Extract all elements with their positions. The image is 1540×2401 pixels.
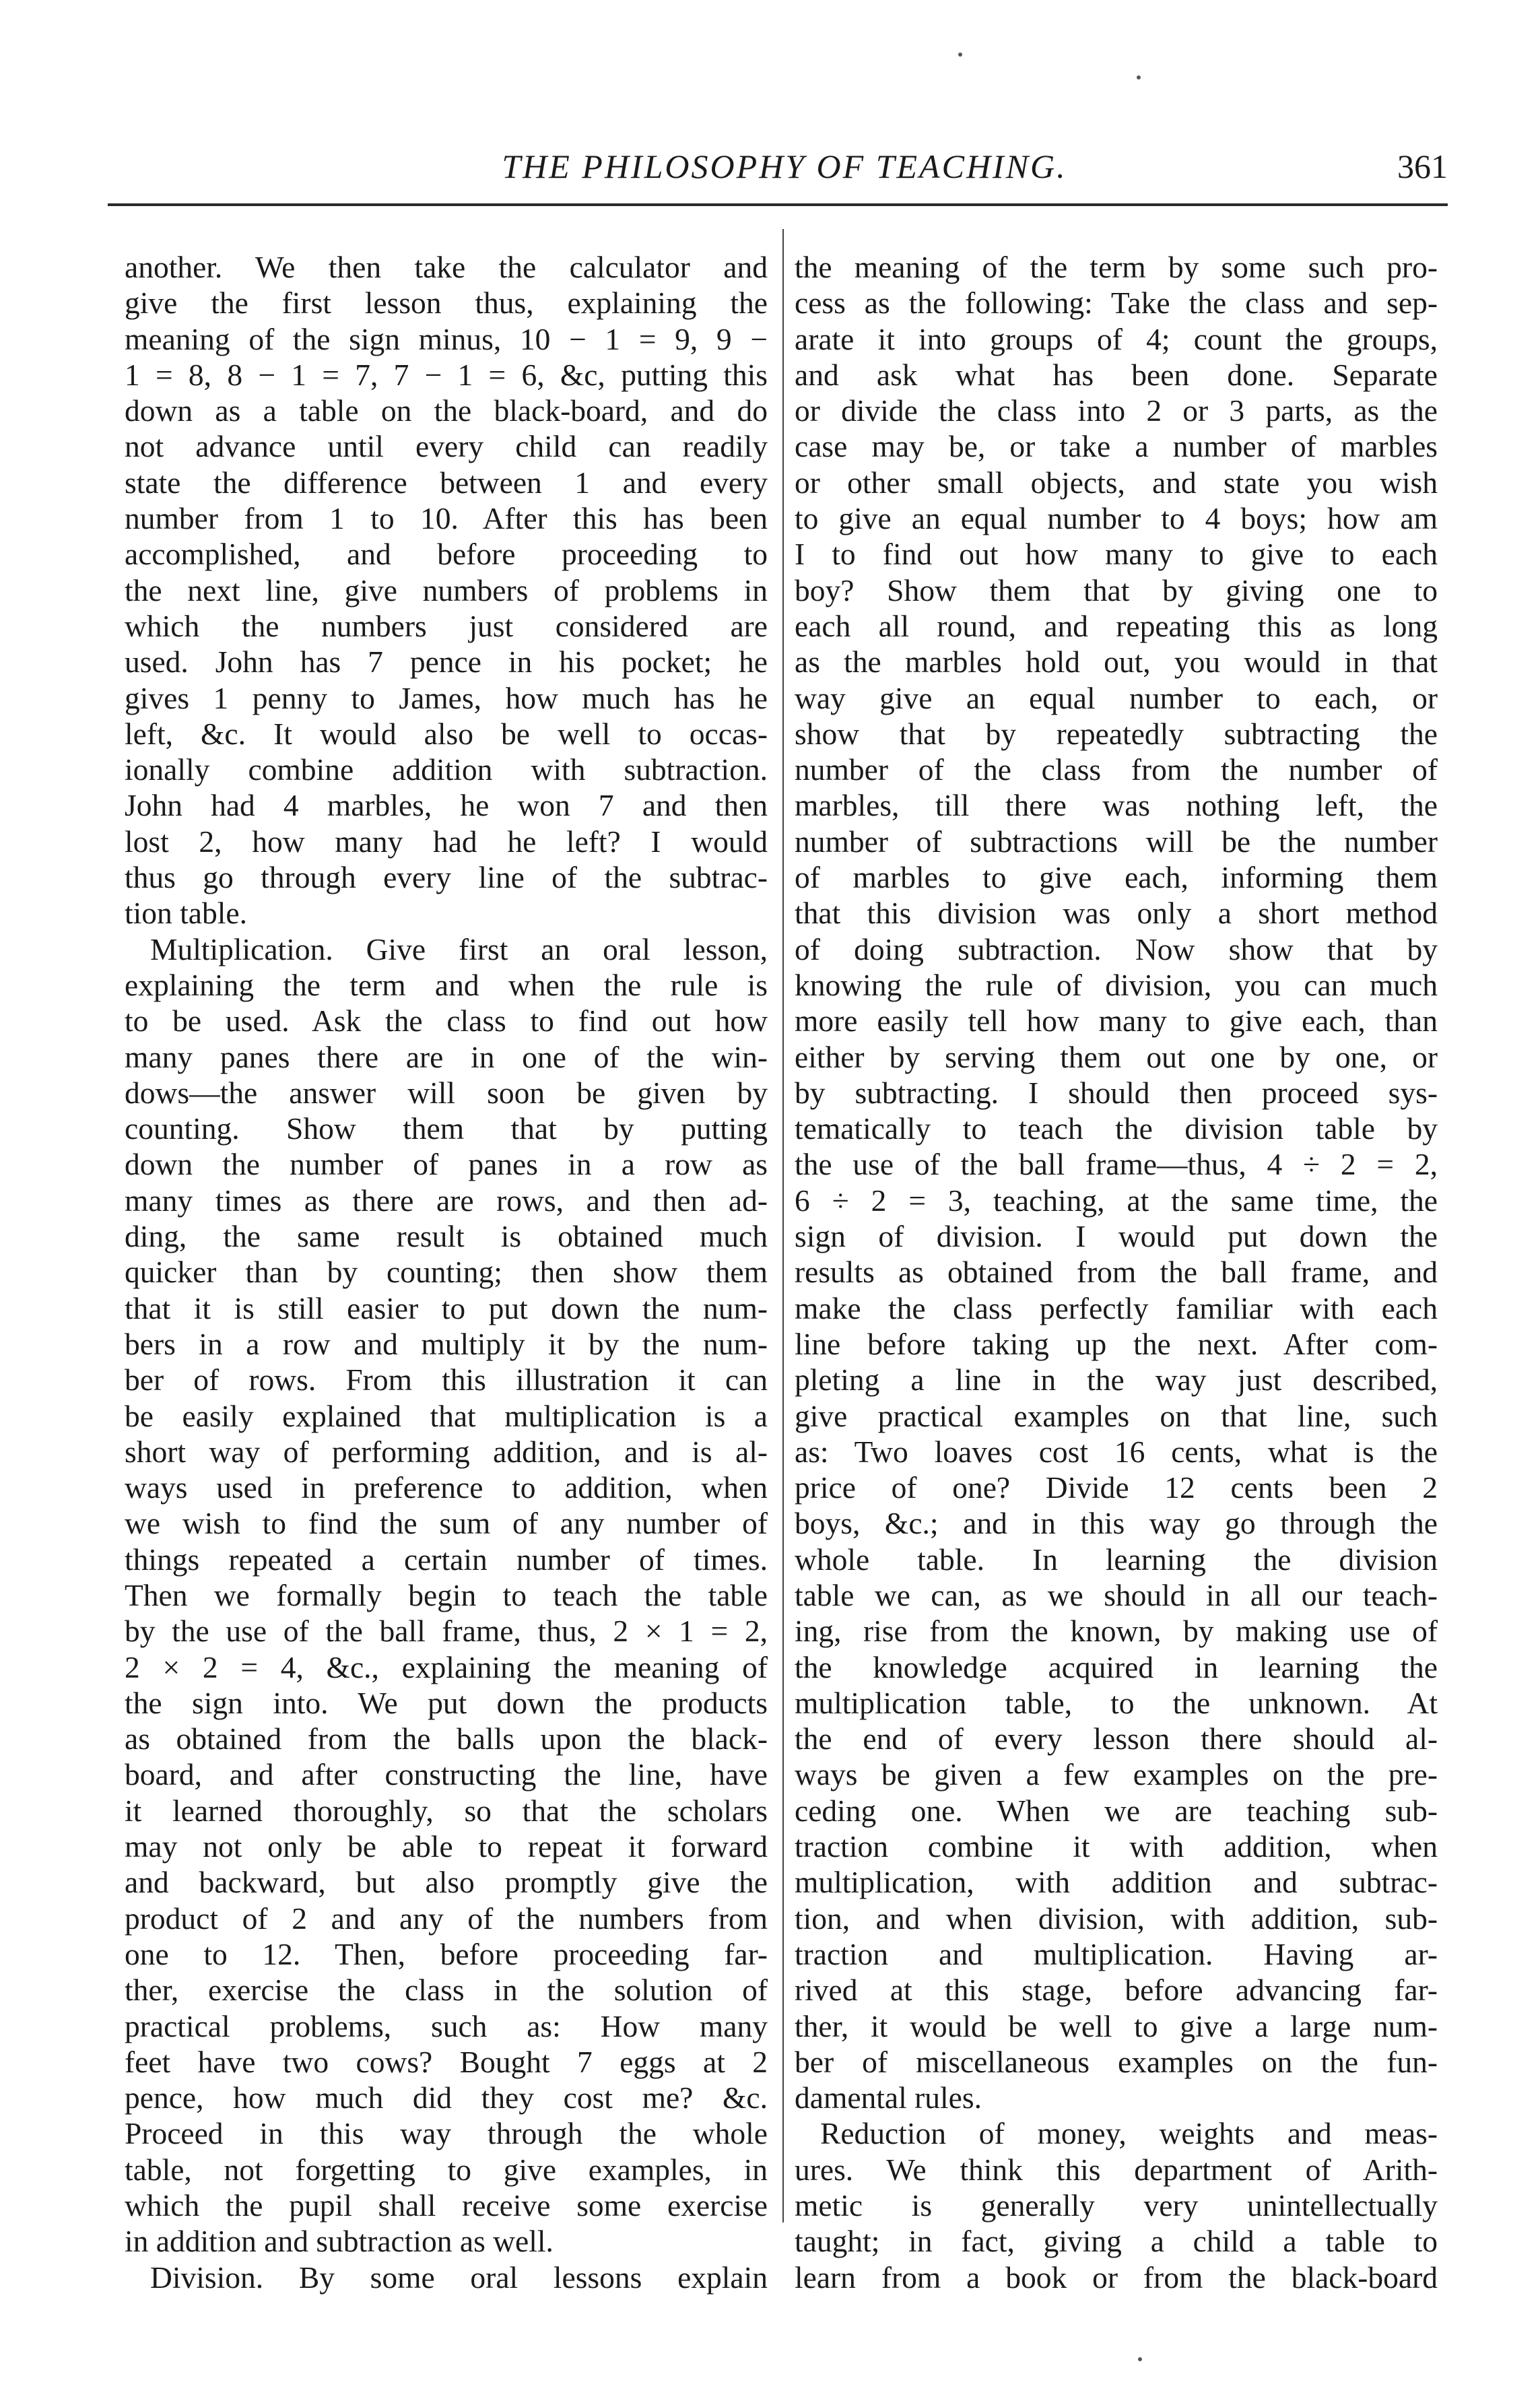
- text-line: tion table.: [125, 896, 247, 931]
- text-line: to give an equal number to 4 boys; how am: [795, 501, 1438, 536]
- text-line: be easily explained that multiplication is a: [125, 1398, 768, 1433]
- text-line: the use of the ball frame—thus, 4 ÷ 2 = 2,: [795, 1147, 1438, 1182]
- text-line: ber of miscellaneous examples on the fun-: [795, 2044, 1438, 2079]
- text-line: down as a table on the black-board, and do: [125, 393, 768, 428]
- text-line: practical problems, such as: How many: [125, 2008, 768, 2043]
- text-line: quicker than by counting; then show them: [125, 1255, 768, 1290]
- text-line: multiplication, with addition and subtrac-: [795, 1865, 1438, 1900]
- text-line: line before taking up the next. After com-: [795, 1326, 1438, 1361]
- text-line: down the number of panes in a row as: [125, 1147, 768, 1182]
- text-line: tematically to teach the division table by: [795, 1111, 1438, 1146]
- text-line: short way of performing addition, and is al-: [125, 1434, 768, 1469]
- text-line: the knowledge acquired in learning the: [795, 1649, 1438, 1684]
- text-line: table we can, as we should in all our teach-: [795, 1577, 1438, 1612]
- text-line: either by serving them out one by one, or: [795, 1039, 1438, 1074]
- text-line: ways be given a few examples on the pre-: [795, 1757, 1438, 1792]
- text-line: knowing the rule of division, you can much: [795, 967, 1438, 1002]
- text-line: show that by repeatedly subtracting the: [795, 716, 1438, 751]
- text-line: damental rules.: [795, 2080, 982, 2115]
- text-line: Then we formally begin to teach the table: [125, 1577, 768, 1612]
- text-line: more easily tell how many to give each, than: [795, 1004, 1438, 1039]
- text-line: boy? Show them that by giving one to: [795, 572, 1438, 607]
- text-line: used. John has 7 pence in his pocket; he: [125, 645, 768, 680]
- text-line: tion, and when division, with addition, sub-: [795, 1901, 1438, 1936]
- text-line: Reduction of money, weights and meas-: [820, 2116, 1438, 2151]
- text-line: number of subtractions will be the number: [795, 824, 1438, 859]
- text-line: and backward, but also promptly give the: [125, 1865, 768, 1900]
- text-line: cess as the following: Take the class and sep-: [795, 286, 1438, 321]
- text-line: marbles, till there was nothing left, the: [795, 788, 1438, 823]
- text-line: taught; in fact, giving a child a table to: [795, 2224, 1438, 2259]
- text-line: or divide the class into 2 or 3 parts, as the: [795, 393, 1438, 428]
- page-number: 361: [1397, 147, 1448, 185]
- text-line: ber of rows. From this illustration it can: [125, 1362, 768, 1397]
- text-line: product of 2 and any of the numbers from: [125, 1901, 768, 1936]
- text-line: or other small objects, and state you wish: [795, 465, 1438, 500]
- text-line: not advance until every child can readily: [125, 429, 768, 464]
- column-rule: [782, 229, 784, 2223]
- text-line: number from 1 to 10. After this has been: [125, 501, 768, 536]
- page-header: [121, 143, 1448, 203]
- text-line: way give an equal number to each, or: [795, 680, 1438, 715]
- text-line: the sign into. We put down the products: [125, 1685, 768, 1720]
- text-line: and ask what has been done. Separate: [795, 357, 1438, 392]
- text-line: price of one? Divide 12 cents been 2: [795, 1470, 1438, 1505]
- text-line: arate it into groups of 4; count the groups,: [795, 321, 1438, 356]
- text-line: ther, it would be well to give a large num-: [795, 2008, 1438, 2043]
- text-line: give practical examples on that line, such: [795, 1398, 1438, 1433]
- text-line: as the marbles hold out, you would in that: [795, 645, 1438, 680]
- text-line: learn from a book or from the black-board: [795, 2260, 1438, 2295]
- text-line: pleting a line in the way just described,: [795, 1362, 1438, 1397]
- text-line: by the use of the ball frame, thus, 2 × 1 = 2,: [125, 1614, 768, 1649]
- text-line: give the first lesson thus, explaining the: [125, 286, 768, 321]
- text-line: make the class perfectly familiar with each: [795, 1290, 1438, 1325]
- text-line: feet have two cows? Bought 7 eggs at 2: [125, 2044, 768, 2079]
- text-line: which the numbers just considered are: [125, 608, 768, 643]
- text-line: counting. Show them that by putting: [125, 1111, 768, 1146]
- text-line: Multiplication. Give first an oral lesson,: [150, 931, 768, 966]
- text-line: which the pupil shall receive some exercise: [125, 2188, 768, 2223]
- text-line: thus go through every line of the subtrac-: [125, 860, 768, 895]
- text-line: ways used in preference to addition, when: [125, 1470, 768, 1505]
- text-line: in addition and subtraction as well.: [125, 2224, 554, 2259]
- text-line: as obtained from the balls upon the black-: [125, 1721, 768, 1756]
- text-line: each all round, and repeating this as long: [795, 608, 1438, 643]
- text-line: ures. We think this department of Arith-: [795, 2152, 1438, 2187]
- text-line: case may be, or take a number of marbles: [795, 429, 1438, 464]
- text-line: rived at this stage, before advancing far-: [795, 1973, 1438, 2008]
- text-line: lost 2, how many had he left? I would: [125, 824, 768, 859]
- text-line: traction combine it with addition, when: [795, 1829, 1438, 1864]
- text-line: ding, the same result is obtained much: [125, 1219, 768, 1254]
- text-line: I to find out how many to give to each: [795, 537, 1438, 572]
- text-line: ceding one. When we are teaching sub-: [795, 1793, 1438, 1828]
- text-line: 1 = 8, 8 − 1 = 7, 7 − 1 = 6, &c, putting this: [125, 357, 768, 392]
- text-line: Proceed in this way through the whole: [125, 2116, 768, 2151]
- text-line: sign of division. I would put down the: [795, 1219, 1438, 1254]
- text-line: many panes there are in one of the win-: [125, 1039, 768, 1074]
- text-line: meaning of the sign minus, 10 − 1 = 9, 9 −: [125, 321, 768, 356]
- text-line: 6 ÷ 2 = 3, teaching, at the same time, the: [795, 1183, 1438, 1218]
- text-line: metic is generally very unintellectually: [795, 2188, 1438, 2223]
- text-line: number of the class from the number of: [795, 752, 1438, 787]
- text-line: the end of every lesson there should al-: [795, 1721, 1438, 1756]
- print-speck: [958, 53, 962, 57]
- text-line: traction and multiplication. Having ar-: [795, 1936, 1438, 1971]
- text-line: board, and after constructing the line, have: [125, 1757, 768, 1792]
- text-line: one to 12. Then, before proceeding far-: [125, 1936, 768, 1971]
- right-column: [795, 249, 1438, 2295]
- text-line: it learned thoroughly, so that the scholars: [125, 1793, 768, 1828]
- text-line: whole table. In learning the division: [795, 1542, 1438, 1577]
- text-line: John had 4 marbles, he won 7 and then: [125, 788, 768, 823]
- text-line: bers in a row and multiply it by the num-: [125, 1326, 768, 1361]
- text-line: explaining the term and when the rule is: [125, 967, 768, 1002]
- text-line: as: Two loaves cost 16 cents, what is the: [795, 1434, 1438, 1469]
- text-line: of doing subtraction. Now show that by: [795, 931, 1438, 966]
- text-line: state the difference between 1 and every: [125, 465, 768, 500]
- text-line: the next line, give numbers of problems in: [125, 572, 768, 607]
- text-line: ionally combine addition with subtraction.: [125, 752, 768, 787]
- text-line: that this division was only a short method: [795, 896, 1438, 931]
- text-line: many times as there are rows, and then ad-: [125, 1183, 768, 1218]
- text-line: results as obtained from the ball frame, and: [795, 1255, 1438, 1290]
- text-line: that it is still easier to put down the num-: [125, 1290, 768, 1325]
- left-column: [125, 249, 768, 2295]
- text-line: things repeated a certain number of times.: [125, 1542, 768, 1577]
- print-speck: [1138, 2357, 1142, 2361]
- text-line: ther, exercise the class in the solution of: [125, 1973, 768, 2008]
- text-line: boys, &c.; and in this way go through the: [795, 1506, 1438, 1541]
- text-line: 2 × 2 = 4, &c., explaining the meaning of: [125, 1649, 768, 1684]
- text-line: we wish to find the sum of any number of: [125, 1506, 768, 1541]
- text-line: to be used. Ask the class to find out how: [125, 1004, 768, 1039]
- text-line: table, not forgetting to give examples, in: [125, 2152, 768, 2187]
- text-line: gives 1 penny to James, how much has he: [125, 680, 768, 715]
- text-line: pence, how much did they cost me? &c.: [125, 2080, 768, 2115]
- running-title: THE PHILOSOPHY OF TEACHING.: [502, 147, 1067, 185]
- text-line: the meaning of the term by some such pro-: [795, 250, 1438, 284]
- text-line: another. We then take the calculator and: [125, 250, 768, 284]
- text-line: multiplication table, to the unknown. At: [795, 1685, 1438, 1720]
- text-line: may not only be able to repeat it forward: [125, 1829, 768, 1864]
- header-rule: [108, 203, 1448, 206]
- text-line: Division. By some oral lessons explain: [150, 2260, 768, 2295]
- print-speck: [1137, 75, 1141, 79]
- text-line: of marbles to give each, informing them: [795, 860, 1438, 895]
- text-line: left, &c. It would also be well to occas-: [125, 716, 768, 751]
- text-line: accomplished, and before proceeding to: [125, 537, 768, 572]
- text-line: dows—the answer will soon be given by: [125, 1075, 768, 1110]
- text-line: ing, rise from the known, by making use of: [795, 1614, 1438, 1649]
- text-line: by subtracting. I should then proceed sys-: [795, 1075, 1438, 1110]
